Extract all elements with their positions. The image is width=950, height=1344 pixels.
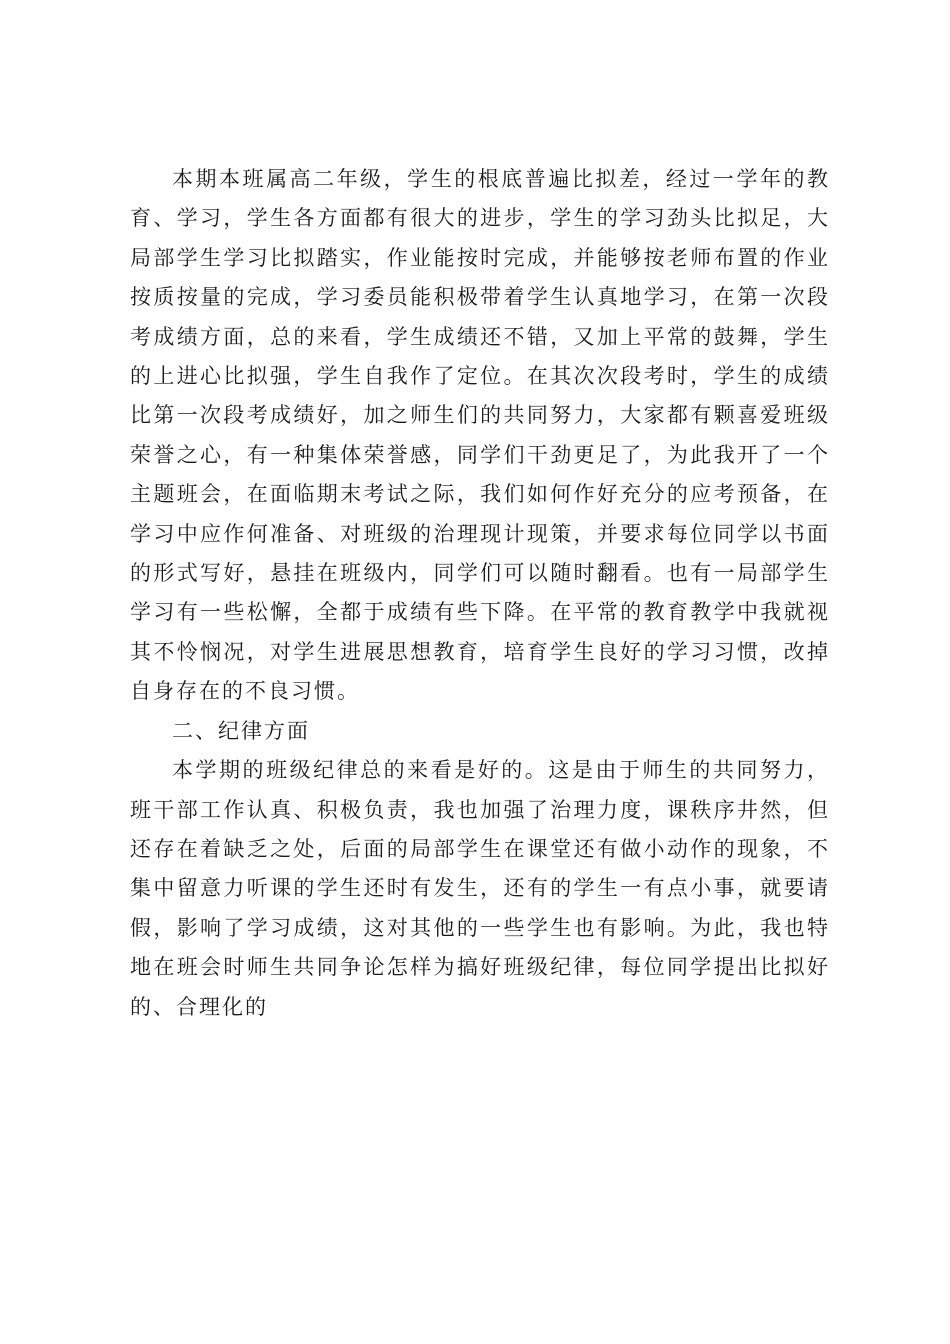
section-heading-discipline: 二、纪律方面 — [172, 718, 310, 743]
paragraph-discipline: 本学期的班级纪律总的来看是好的。这是由于师生的共同努力，班干部工作认真、积极负责，我也加强了治理力度，课秩序井然，但还存在着缺乏之处，后面的局部学生在课堂还有做小动作的现象，不集中留意力听课的学生还时有发生，还有的学生一有点小事，就要请假，影响了学习成绩，这对其他的一些学生也有影响。为此，我也特地在班会时师生共同争论怎样为搞好班级纪律，每位同学提出比拟好的、合理化的 — [130, 758, 830, 1019]
paragraph-study-situation: 本期本班属高二年级，学生的根底普遍比拟差，经过一学年的教育、学习，学生各方面都有很大的进步，学生的学习劲头比拟足，大局部学生学习比拟踏实，作业能按时完成，并能够按老师布置的作业按质按量的完成，学习委员能积极带着学生认真地学习，在第一次段考成绩方面，总的来看，学生成绩还不错，又加上平常的鼓舞，学生的上进心比拟强，学生自我作了定位。在其次次段考时，学生的成绩比第一次段考成绩好，加之师生们的共同努力，大家都有颗喜爱班级荣誉之心，有一种集体荣誉感，同学们干劲更足了，为此我开了一个主题班会，在面临期末考试之际，我们如何作好充分的应考预备，在学习中应作何准备、对班级的治理现计现策，并要求每位同学以书面的形式写好，悬挂在班级内，同学们可以随时翻看。也有一局部学生学习有一些松懈，全都于成绩有些下降。在平常的教育教学中我就视其不怜悯况，对学生进展思想教育，培育学生良好的学习习惯，改掉自身存在的不良习惯。 — [130, 167, 830, 704]
document-page — [130, 160, 830, 1027]
